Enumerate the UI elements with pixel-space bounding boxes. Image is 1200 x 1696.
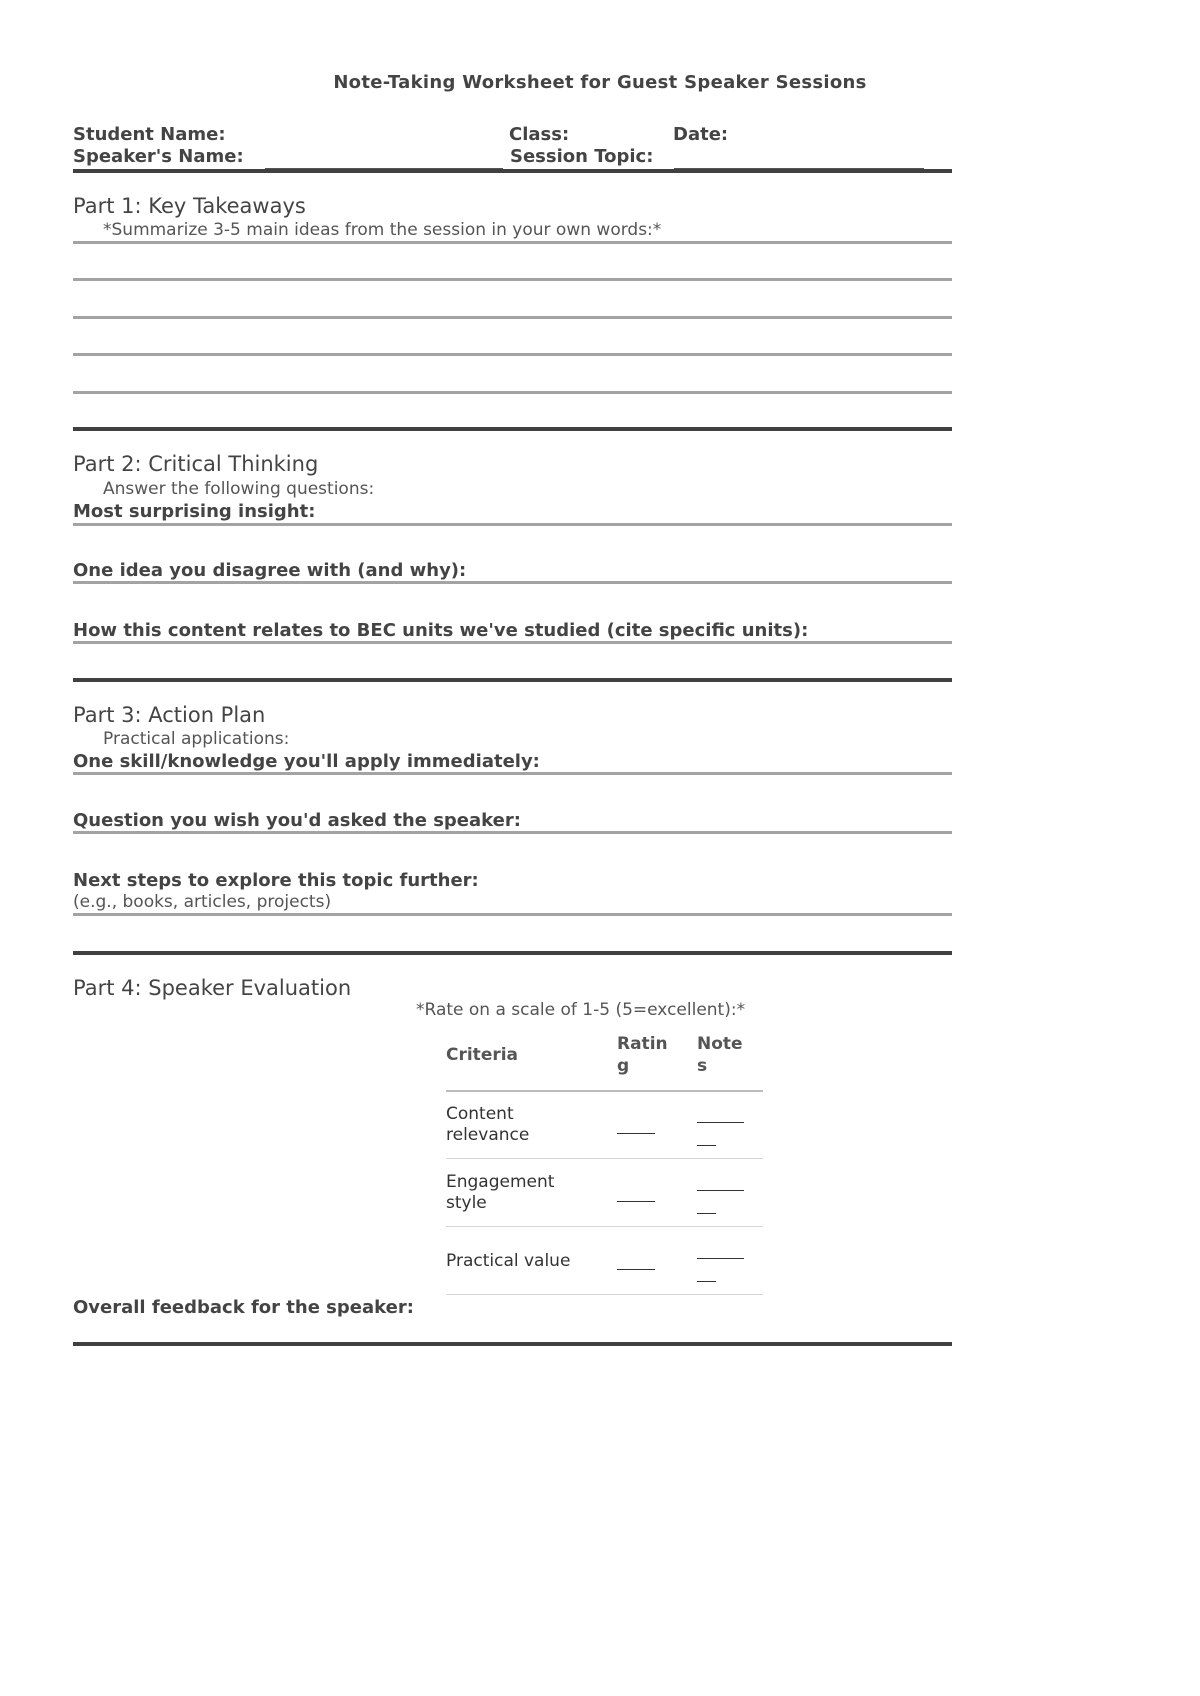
- rating-blank-practical-value[interactable]: [617, 1269, 655, 1270]
- overall-feedback-label: Overall feedback for the speaker:: [73, 1297, 414, 1318]
- part2-heading: Part 2: Critical Thinking: [73, 452, 319, 476]
- takeaway-line-1[interactable]: [73, 241, 952, 244]
- part3-heading: Part 3: Action Plan: [73, 703, 266, 727]
- criteria-practical-value: Practical value: [446, 1251, 571, 1271]
- part3-divider: [73, 951, 952, 955]
- criteria-column-header: Criteria: [446, 1045, 519, 1065]
- table-bottom-border: [446, 1294, 763, 1295]
- disagree-idea-label: One idea you disagree with (and why):: [73, 560, 467, 581]
- takeaway-line-5[interactable]: [73, 391, 952, 394]
- notes-blank-practical-value-2[interactable]: [697, 1281, 716, 1282]
- criteria-content-relevance-line2: relevance: [446, 1125, 530, 1145]
- bec-relation-line[interactable]: [73, 641, 952, 644]
- date-label: Date:: [673, 124, 729, 145]
- part3-instruction: Practical applications:: [103, 729, 290, 749]
- disagree-idea-line[interactable]: [73, 581, 952, 584]
- bec-relation-label: How this content relates to BEC units we've studied (cite specific units):: [73, 620, 809, 641]
- next-steps-hint: (e.g., books, articles, projects): [73, 892, 332, 912]
- table-header-divider: [446, 1090, 763, 1092]
- takeaway-line-3[interactable]: [73, 316, 952, 319]
- part1-instruction: *Summarize 3-5 main ideas from the session in your own words:*: [103, 220, 662, 240]
- criteria-content-relevance-line1: Content: [446, 1104, 514, 1124]
- session-topic-label: Session Topic:: [510, 146, 654, 167]
- part2-instruction: Answer the following questions:: [103, 479, 375, 499]
- part4-heading: Part 4: Speaker Evaluation: [73, 976, 352, 1000]
- rating-column-header-line1: Ratin: [617, 1034, 668, 1054]
- surprising-insight-line[interactable]: [73, 523, 952, 526]
- header-divider: [73, 169, 952, 173]
- table-row-divider: [446, 1158, 763, 1159]
- rating-blank-content-relevance[interactable]: [617, 1133, 655, 1134]
- notes-column-header-line1: Note: [697, 1034, 743, 1054]
- notes-blank-practical-value-1[interactable]: [697, 1258, 744, 1259]
- rating-column-header-line2: g: [617, 1056, 630, 1076]
- wish-question-label: Question you wish you'd asked the speaker:: [73, 810, 521, 831]
- apply-skill-label: One skill/knowledge you'll apply immediately:: [73, 751, 540, 772]
- part1-heading: Part 1: Key Takeaways: [73, 194, 306, 218]
- next-steps-line[interactable]: [73, 913, 952, 916]
- notes-blank-content-relevance-2[interactable]: [697, 1145, 716, 1146]
- part1-divider: [73, 427, 952, 431]
- overall-feedback-line[interactable]: [73, 1342, 952, 1346]
- notes-column-header-line2: s: [697, 1056, 708, 1076]
- student-name-label: Student Name:: [73, 124, 226, 145]
- worksheet-title: Note-Taking Worksheet for Guest Speaker Sessions: [333, 72, 867, 93]
- criteria-engagement-style-line2: style: [446, 1193, 487, 1213]
- notes-blank-content-relevance-1[interactable]: [697, 1122, 744, 1123]
- class-label: Class:: [509, 124, 570, 145]
- next-steps-label: Next steps to explore this topic further:: [73, 870, 479, 891]
- surprising-insight-label: Most surprising insight:: [73, 501, 316, 522]
- rating-blank-engagement-style[interactable]: [617, 1201, 655, 1202]
- criteria-engagement-style-line1: Engagement: [446, 1172, 555, 1192]
- notes-blank-engagement-style-1[interactable]: [697, 1190, 744, 1191]
- part2-divider: [73, 678, 952, 682]
- takeaway-line-2[interactable]: [73, 278, 952, 281]
- wish-question-line[interactable]: [73, 831, 952, 834]
- table-row-divider: [446, 1226, 763, 1227]
- apply-skill-line[interactable]: [73, 772, 952, 775]
- notes-blank-engagement-style-2[interactable]: [697, 1213, 716, 1214]
- speaker-name-label: Speaker's Name:: [73, 146, 244, 167]
- part4-instruction: *Rate on a scale of 1-5 (5=excellent):*: [416, 1000, 746, 1020]
- takeaway-line-4[interactable]: [73, 353, 952, 356]
